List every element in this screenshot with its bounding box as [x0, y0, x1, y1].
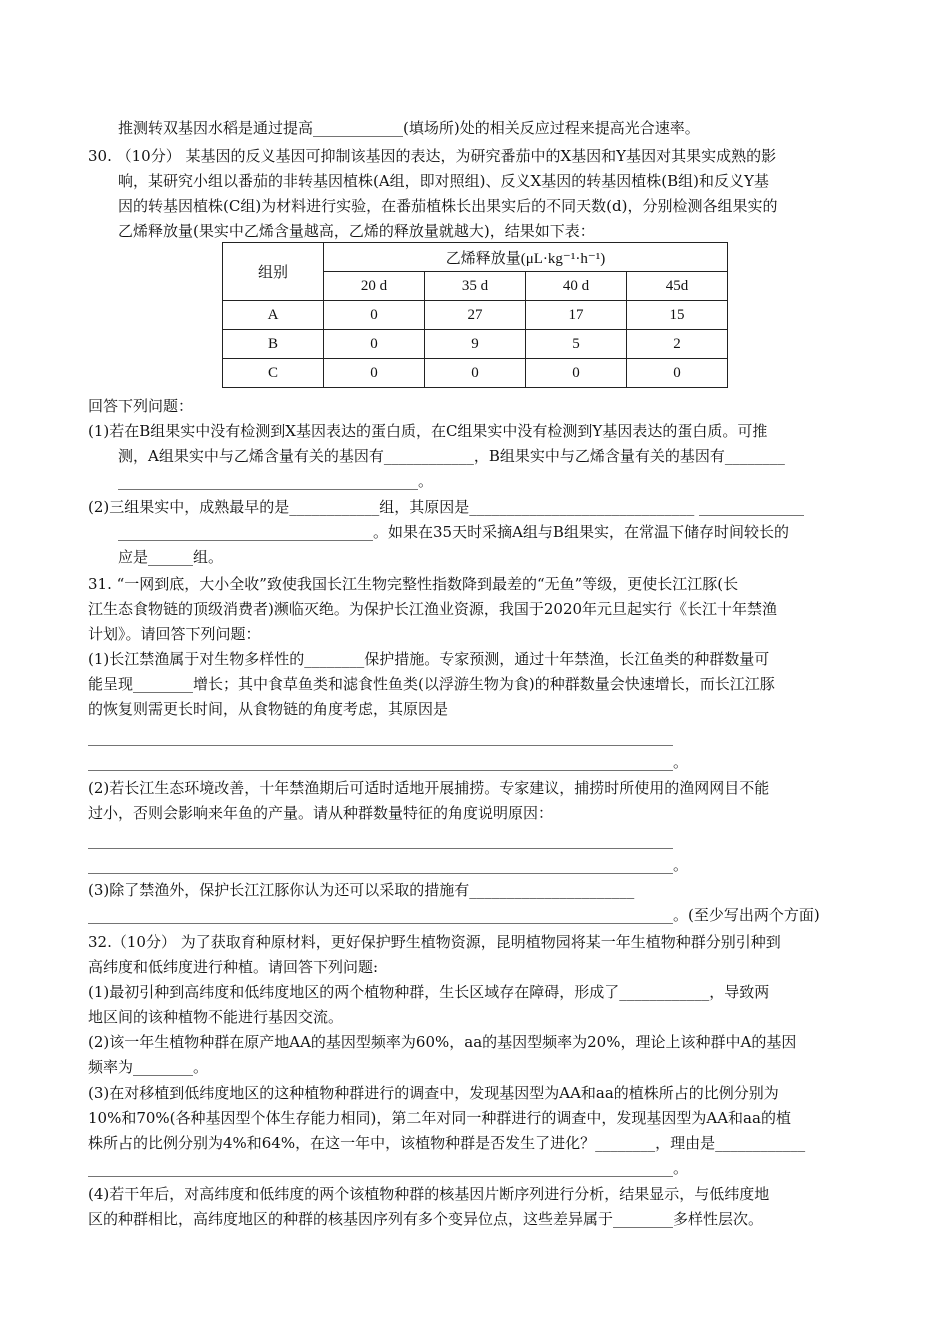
cell-value: 0: [425, 359, 526, 388]
q30-part2-line-c: 应是______组。: [118, 548, 224, 566]
day-header: 45d: [627, 272, 728, 301]
q32-part2-line-b: 频率为________。: [88, 1058, 209, 1076]
q32-part3-line-c: 株所占的比例分别为4%和64%，在这一年中，该植物种群是否发生了进化？________，理由是____________: [88, 1134, 806, 1152]
q31-line-3: 计划》。请回答下列问题：: [88, 625, 261, 643]
q30-part1-line-b: 测，A组果实中与乙烯含量有关的基因有____________，B组果实中与乙烯含量有关的基因有________: [118, 447, 785, 465]
q31-part1-line-d: ______________________________________________________________________________: [88, 728, 673, 746]
cell-value: 0: [324, 301, 425, 330]
q30-line-1: 30. （10分） 某基因的反义基因可抑制该基因的表达，为研究番茄中的X基因和Y基因对其果实成熟的影: [88, 147, 777, 165]
cell-value: 9: [425, 330, 526, 359]
q31-part1-line-b: 能呈现________增长；其中食草鱼类和滤食性鱼类(以浮游生物为食)的种群数量会快速增长，而长江江豚: [88, 675, 775, 693]
q31-part3-line-b: ______________________________________________________________________________。(至少写出两个方面): [88, 906, 820, 924]
q31-part2-line-d: ______________________________________________________________________________。: [88, 856, 689, 874]
line-l1: 推测转双基因水稻是通过提高____________(填场所)处的相关反应过程来提高光合速率。: [118, 119, 700, 137]
q31-part1-line-a: (1)长江禁渔属于对生物多样性的________保护措施。专家预测，通过十年禁渔，长江鱼类的种群数量可: [88, 650, 770, 668]
q32-line-2: 高纬度和低纬度进行种植。请回答下列问题:: [88, 958, 379, 976]
cell-value: 0: [324, 330, 425, 359]
cell-value: 27: [425, 301, 526, 330]
group-header: 组别: [223, 243, 324, 301]
q31-line-2: 江生态食物链的顶级消费者)濒临灭绝。为保护长江渔业资源，我国于2020年元旦起实行《长江十年禁渔: [88, 600, 778, 618]
q30-line-2: 响，某研究小组以番茄的非转基因植株(A组，即对照组)、反义X基因的转基因植株(B组)和反义Y基: [118, 172, 769, 190]
q31-part2-line-a: (2)若长江生态环境改善，十年禁渔期后可适时适地开展捕捞。专家建议，捕捞时所使用的渔网网目不能: [88, 779, 770, 797]
cell-value: 15: [627, 301, 728, 330]
table-row: [223, 301, 728, 330]
q30-part1-line-c: ________________________________________。: [118, 472, 434, 490]
q32-line-1: 32.（10分） 为了获取育种原材料，更好保护野生植物资源，昆明植物园将某一年生植物种群分别引种到: [88, 933, 781, 951]
q32-part3-line-b: 10%和70%(各种基因型个体生存能力相同)，第二年对同一种群进行的调查中，发现基因型为AA和aa的植: [88, 1109, 791, 1127]
q31-part2-line-b: 过小，否则会影响来年鱼的产量。请从种群数量特征的角度说明原因：: [88, 804, 554, 822]
cell-value: 0: [526, 359, 627, 388]
table-row: [223, 359, 728, 388]
q31-part3-line-a: (3)除了禁渔外，保护长江江豚你认为还可以采取的措施有______________________: [88, 881, 635, 899]
q32-part4-line-a: (4)若干年后，对高纬度和低纬度的两个该植物种群的核基因片断序列进行分析，结果显示，与低纬度地: [88, 1185, 770, 1203]
q31-line-1: 31. “一网到底，大小全收”致使我国长江生物完整性指数降到最差的“无鱼”等级，更使长江江豚(长: [88, 575, 739, 593]
day-header: 35 d: [425, 272, 526, 301]
q32-part2-line-a: (2)该一年生植物种群在原产地AA的基因型频率为60%，aa的基因型频率为20%，理论上该种群中A的基因: [88, 1033, 797, 1051]
q30-line-4: 乙烯释放量(果实中乙烯含量越高，乙烯的释放量就越大)，结果如下表：: [118, 222, 595, 240]
q32-part1-line-a: (1)最初引种到高纬度和低纬度地区的两个植物种群，生长区域存在障碍，形成了____________，导致两: [88, 983, 770, 1001]
cell-value: 0: [627, 359, 728, 388]
cell-value: 0: [324, 359, 425, 388]
day-header: 20 d: [324, 272, 425, 301]
q30-part2-line-a: (2)三组果实中，成熟最早的是____________组，其原因是______________________________ ______________: [88, 498, 805, 516]
cell-value: 17: [526, 301, 627, 330]
q30-part1-line-a: (1)若在B组果实中没有检测到X基因表达的蛋白质，在C组果实中没有检测到Y基因表达的蛋白质。可推: [88, 422, 768, 440]
q31-part1-line-c: 的恢复则需更长时间，从食物链的角度考虑，其原因是: [88, 700, 449, 718]
row-group: A: [223, 301, 324, 330]
q32-part3-line-a: (3)在对移植到低纬度地区的这种植物种群进行的调查中，发现基因型为AA和aa的植株所占的比例分别为: [88, 1084, 779, 1102]
q30-line-3: 因的转基因植株(C组)为材料进行实验，在番茄植株长出果实后的不同天数(d)，分别检测各组果实的: [118, 197, 778, 215]
cell-value: 5: [526, 330, 627, 359]
cell-value: 2: [627, 330, 728, 359]
ethylene-table: [222, 242, 728, 388]
q32-part4-line-b: 区的种群相比，高纬度地区的种群的核基因序列有多个变异位点，这些差异属于________多样性层次。: [88, 1210, 764, 1228]
q31-part1-line-e: ______________________________________________________________________________。: [88, 753, 689, 771]
q32-part1-line-b: 地区间的该种植物不能进行基因交流。: [88, 1008, 344, 1026]
row-group: C: [223, 359, 324, 388]
row-group: B: [223, 330, 324, 359]
q30-part2-line-b: __________________________________。如果在35天时采摘A组与B组果实，在常温下储存时间较长的: [118, 523, 789, 541]
day-header: 40 d: [526, 272, 627, 301]
measure-header: 乙烯释放量(μL·kg⁻¹·h⁻¹): [324, 243, 728, 272]
q30-answer-prompt: 回答下列问题：: [88, 397, 194, 415]
table-row: [223, 330, 728, 359]
q32-part3-line-d: ______________________________________________________________________________。: [88, 1159, 689, 1177]
q31-part2-line-c: ______________________________________________________________________________: [88, 831, 673, 849]
